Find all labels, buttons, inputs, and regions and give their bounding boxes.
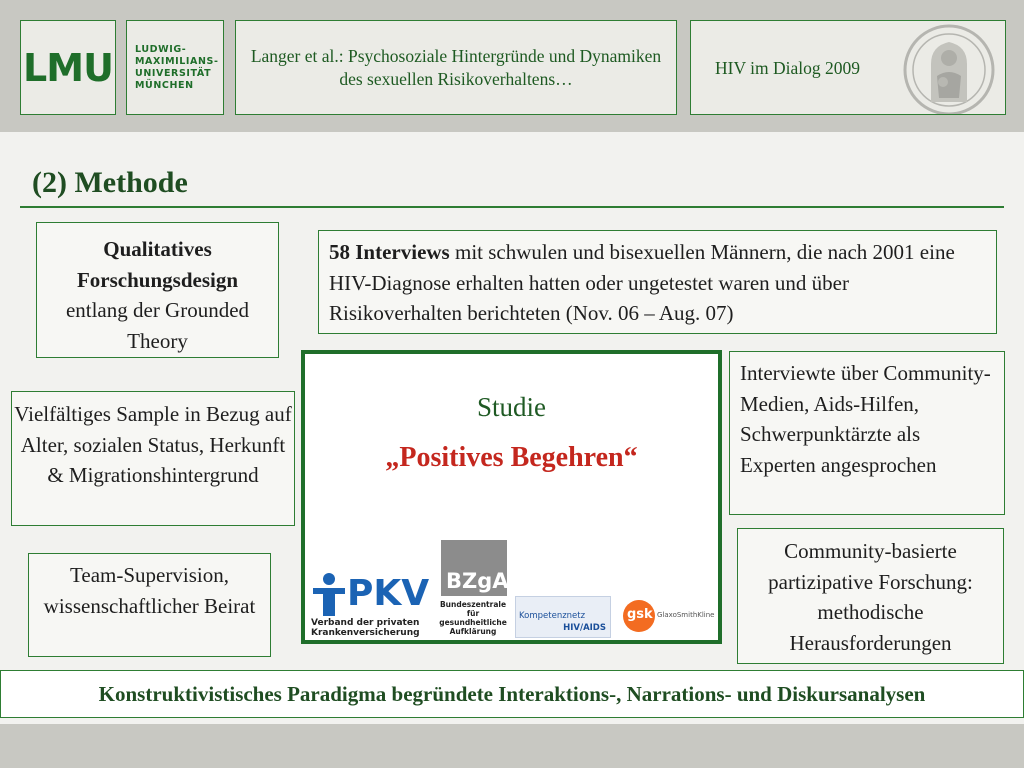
citation-text: Langer et al.: Psychosoziale Hintergründe und Dynamiken des sexuellen Risikoverhaltens… — [250, 45, 662, 89]
sample-box — [11, 391, 295, 526]
gsk-logo: gsk GlaxoSmithKline — [623, 600, 719, 634]
title-divider — [20, 206, 1004, 208]
recruitment-box — [729, 351, 1005, 515]
page-title: (2) Methode — [32, 166, 188, 199]
lmu-logo-text: LMU — [23, 45, 113, 90]
lmu-logo — [20, 20, 116, 115]
interviews-text: mit schwulen und bisexuellen Männern, die nach 2001 eine HIV-Diagnose erhalten hatten oder ungetestet waren und über Risikoverhalten berichteten (Nov. 06 – Aug. 07) — [329, 240, 955, 325]
study-name: „Positives Begehren“ — [385, 442, 638, 473]
qualitative-design-text: entlang der Grounded Theory — [65, 298, 250, 353]
pkv-figure-icon — [311, 572, 347, 618]
university-name: LUDWIG- MAXIMILIANS- UNIVERSITÄT MÜNCHEN — [135, 43, 219, 91]
pkv-logo-text: PKV — [347, 573, 430, 614]
university-name-box — [126, 20, 224, 115]
community-research-box — [737, 528, 1004, 664]
supervision-text: Team-Supervision, wissenschaftlicher Beirat — [43, 563, 256, 618]
paradigm-text: Konstruktivistisches Paradigma begründete Interaktions-, Narrations- und Diskursanalysen — [98, 681, 926, 706]
interviews-count: 58 Interviews — [329, 240, 450, 264]
interviews-box — [318, 230, 997, 334]
paradigm-box — [0, 670, 1024, 718]
bzga-logo: BZgA Bundeszentrale für gesundheitliche Aufklärung — [433, 540, 513, 640]
community-research-text: Community-basierte partizipative Forschung: methodische Herausforderungen — [768, 539, 973, 655]
study-label: Studie — [476, 392, 546, 422]
study-box — [301, 350, 722, 644]
sample-text: Vielfältiges Sample in Bezug auf Alter, sozialen Status, Herkunft & Migrationshintergrund — [14, 402, 292, 487]
qualitative-design-heading: Qualitatives Forschungsdesign — [76, 237, 239, 292]
recruitment-text: Interviewte über Community-Medien, Aids-Hilfen, Schwerpunktärzte als Experten angesprochen — [740, 361, 991, 477]
bzga-logo-text: BZgA — [446, 569, 509, 593]
citation-box — [235, 20, 677, 115]
supervision-box — [28, 553, 271, 657]
kompetenznetz-logo: Kompetenznetz HIV/AIDS — [515, 596, 611, 638]
event-text: HIV im Dialog 2009 — [715, 58, 861, 78]
qualitative-design-box — [36, 222, 279, 358]
footer-band — [0, 724, 1024, 768]
pkv-logo: PKV Verband der privaten Krankenversicherung — [311, 573, 430, 638]
event-box — [690, 20, 1006, 115]
university-seal-icon — [901, 24, 997, 115]
